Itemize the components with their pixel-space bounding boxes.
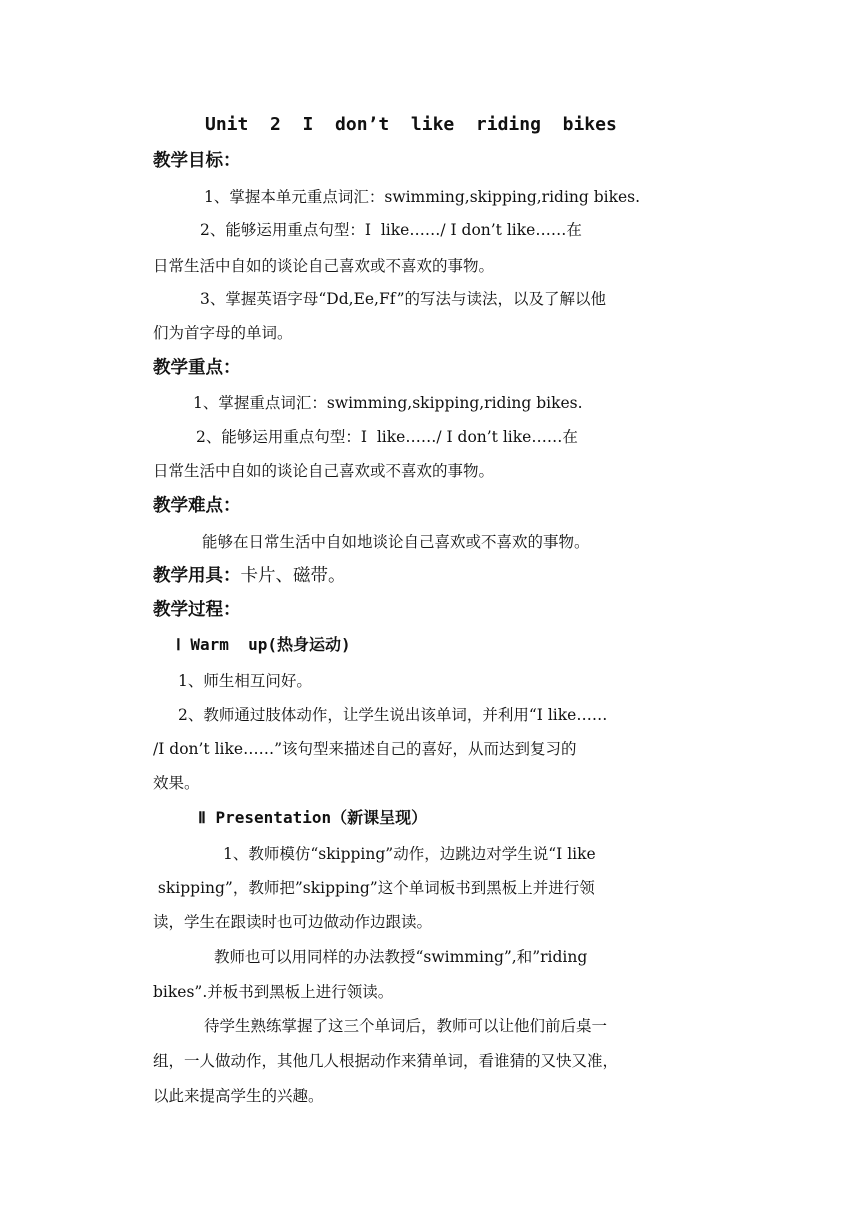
presentation-p1-line-3: 读，学生在跟读时也可边做动作边跟读。 bbox=[153, 913, 433, 931]
heading-teaching-tools: 教学用具： bbox=[153, 566, 241, 586]
difficult-text: 能够在日常生活中自如地谈论自己喜欢或不喜欢的事物。 bbox=[202, 533, 590, 551]
key-item-2-line-1: 2、能够运用重点句型：I like……/ I don’t like……在 bbox=[196, 428, 578, 446]
heading-key-points: 教学重点： bbox=[153, 358, 241, 378]
presentation-p2-line-2: bikes”.并板书到黑板上进行领读。 bbox=[153, 983, 394, 1001]
warmup-item-2-line-2: /I don’t like……”该句型来描述自己的喜好，从而达到复习的 bbox=[153, 740, 577, 758]
presentation-p3-line-3: 以此来提高学生的兴趣。 bbox=[153, 1087, 324, 1105]
tools-text: 卡片、磁带。 bbox=[240, 566, 346, 586]
goal-item-2-line-1: 2、能够运用重点句型：I like……/ I don’t like……在 bbox=[200, 221, 582, 239]
key-item-1: 1、掌握重点词汇：swimming,skipping,riding bikes. bbox=[193, 394, 583, 412]
presentation-p1-line-1: 1、教师模仿“skipping”动作，边跳边对学生说“I like bbox=[223, 845, 596, 863]
heading-warm-up: Ⅰ Warm up(热身运动) bbox=[176, 635, 351, 654]
goal-item-1: 1、掌握本单元重点词汇：swimming,skipping,riding bikes. bbox=[204, 188, 641, 206]
warmup-item-2-line-1: 2、教师通过肢体动作，让学生说出该单词，并利用“I like…… bbox=[178, 706, 608, 724]
presentation-p2-line-1: 教师也可以用同样的办法教授“swimming”,和”riding bbox=[214, 948, 588, 966]
warmup-item-2-line-3: 效果。 bbox=[153, 774, 200, 792]
page-title: Unit 2 I don’t like riding bikes bbox=[205, 114, 617, 135]
presentation-p3-line-1: 待学生熟练掌握了这三个单词后，教师可以让他们前后桌一 bbox=[204, 1017, 608, 1035]
heading-teaching-process: 教学过程： bbox=[153, 600, 241, 620]
heading-difficult-points: 教学难点： bbox=[153, 496, 241, 516]
heading-teaching-goals: 教学目标： bbox=[153, 151, 241, 171]
warmup-item-1: 1、师生相互问好。 bbox=[178, 672, 312, 690]
key-item-2-line-2: 日常生活中自如的谈论自己喜欢或不喜欢的事物。 bbox=[153, 462, 495, 480]
heading-presentation: Ⅱ Presentation（新课呈现） bbox=[198, 808, 428, 827]
goal-item-3-line-2: 们为首字母的单词。 bbox=[153, 324, 293, 342]
goal-item-3-line-1: 3、掌握英语字母“Dd,Ee,Ff”的写法与读法，以及了解以他 bbox=[200, 290, 607, 308]
presentation-p3-line-2: 组，一人做动作，其他几人根据动作来猜单词，看谁猜的又快又准， bbox=[153, 1052, 619, 1070]
goal-item-2-line-2: 日常生活中自如的谈论自己喜欢或不喜欢的事物。 bbox=[153, 257, 495, 275]
presentation-p1-line-2: skipping”，教师把”skipping”这个单词板书到黑板上并进行领 bbox=[153, 879, 595, 897]
tools-line bbox=[153, 565, 346, 587]
